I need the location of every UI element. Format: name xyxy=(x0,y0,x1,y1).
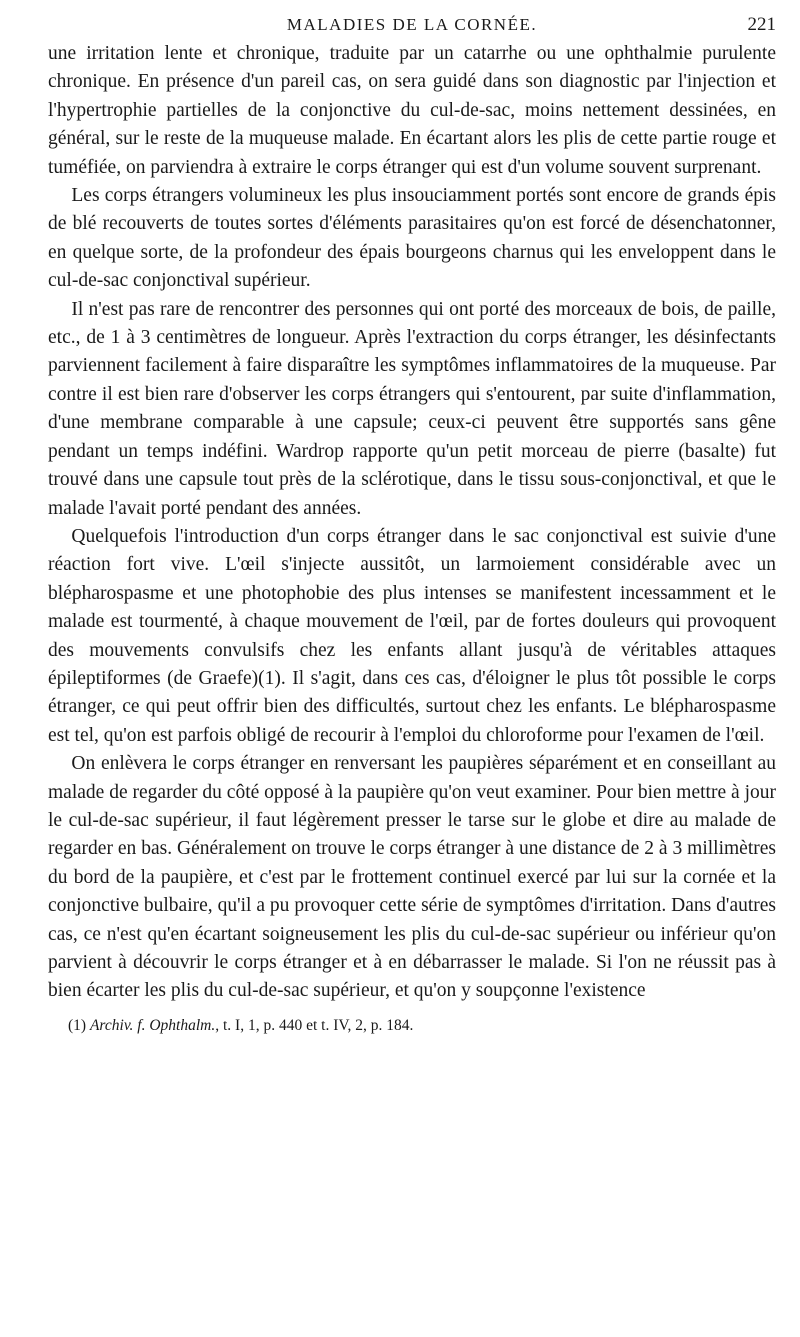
book-page xyxy=(48,10,776,1036)
body-text xyxy=(48,40,776,1006)
paragraph: Il n'est pas rare de rencontrer des personnes qui ont porté des morceaux de bois, de paille, etc., de 1 à 3 centimètres de longueur. Après l'extraction du corps étranger, les désinfectants parviennent facilement à faire disparaître les symptômes inflammatoires de la muqueuse. Par contre il est bien rare d'observer les corps étrangers qui s'entourent, par suite d'inflammation, d'une membrane comparable à une capsule; ceux-ci peuvent être supportés sans gêne pendant un temps indéfini. Wardrop rapporte qu'un petit morceau de pierre (basalte) fut trouvé dans une capsule tout près de la sclérotique, dans le tissu sous-conjonctival, et que le malade l'avait porté pendant des années. xyxy=(48,298,776,519)
footnote-journal: Archiv. f. Ophthalm. xyxy=(89,1016,216,1034)
paragraph: une irritation lente et chronique, traduite par un catarrhe ou une ophthalmie purulente chronique. En présence d'un pareil cas, on sera guidé dans son diagnostic par l'injection et l'hypertrophie partielles de la conjonctive du cul-de-sac, moins nettement dessinées, en général, sur le reste de la muqueuse malade. En écartant alors les plis de cette partie rouge et tuméfiée, on parviendra à extraire le corps étranger qui est d'un volume souvent surprenant. xyxy=(48,43,776,178)
running-title: MALADIES DE LA CORNÉE. xyxy=(286,15,538,34)
paragraph: On enlèvera le corps étranger en renversant les paupières séparément et en conseillant au malade de regarder du côté opposé à la paupière qu'on veut examiner. Pour bien mettre à jour le cul-de-sac supérieur, il faut légèrement presser le tarse sur le globe et dire au malade de regarder en bas. Généralement on trouve le corps étranger à une distance de 2 à 3 millimètres du bord de la paupière, et c'est par le frottement continuel exercé par lui sur la cornée et la conjonctive bulbaire, qu'il a pu provoquer cette série de symptômes d'irritation. Dans d'autres cas, ce n'est qu'en écartant soigneusement les plis du cul-de-sac supérieur ou inférieur qu'on parvient à découvrir le corps étranger et à en débarrasser le malade. Si l'on ne réussit pas à bien écarter les plis du cul-de-sac supérieur, et qu'on y soupçonne l'existence xyxy=(48,753,776,1002)
footnote-reference: , t. I, 1, p. 440 et t. IV, 2, p. 184. xyxy=(215,1016,414,1034)
footnote xyxy=(48,1016,776,1036)
footnote-marker: (1) xyxy=(68,1016,90,1034)
page-number: 221 xyxy=(747,14,776,35)
paragraph: Les corps étrangers volumineux les plus insouciamment portés sont encore de grands épis de blé recouverts de toutes sortes d'éléments parasitaires qu'on est forcé de désenchatonner, en quelque sorte, de la profondeur des épais bourgeons charnus qui les enveloppent dans le cul-de-sac conjonctival supérieur. xyxy=(48,185,776,292)
paragraph: Quelquefois l'introduction d'un corps étranger dans le sac conjonctival est suivie d'une réaction fort vive. L'œil s'injecte aussitôt, un larmoiement considérable avec un blépharospasme et une photophobie des plus intenses se manifestent incessamment et le malade est tourmenté, à chaque mouvement de l'œil, par de fortes douleurs qui provoquent des mouvements convulsifs chez les enfants allant jusqu'à de véritables attaques épileptiformes (de Graefe)(1). Il s'agit, dans ces cas, d'éloigner le plus tôt possible le corps étranger, ce qui peut offrir bien des difficultés, surtout chez les enfants. Le blépharospasme est tel, qu'on est parfois obligé de recourir à l'emploi du chloroforme pour l'examen de l'œil. xyxy=(48,525,776,746)
running-head xyxy=(48,10,776,40)
